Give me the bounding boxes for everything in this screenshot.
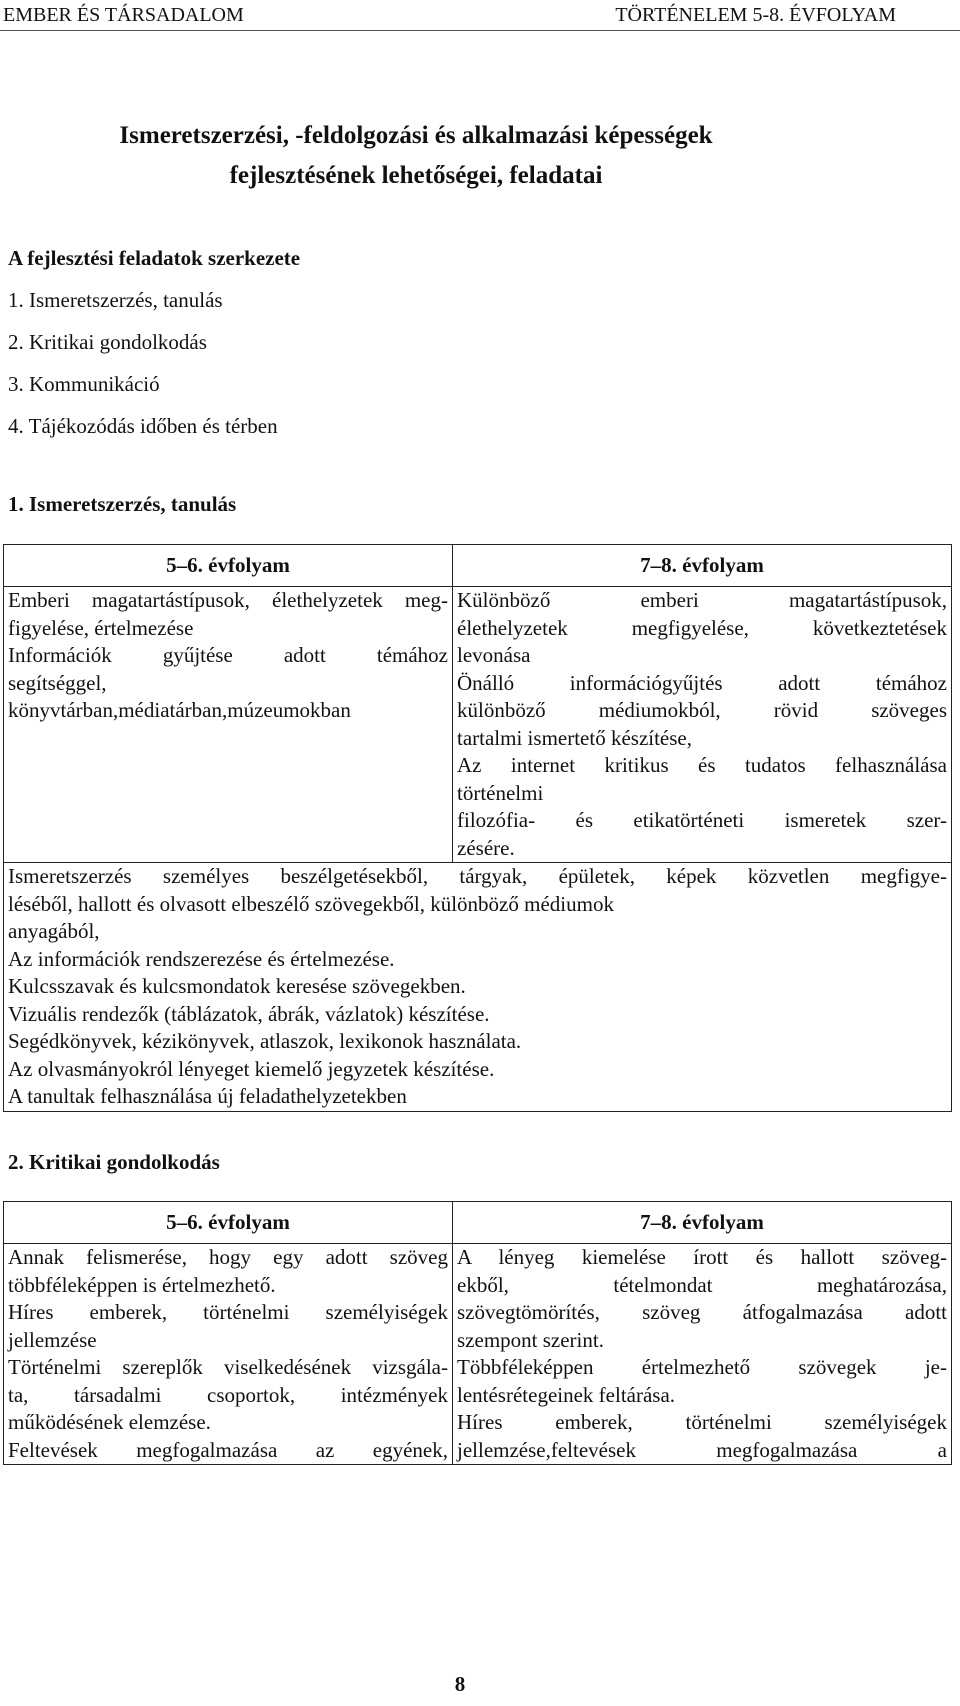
- text-line: ekből, tételmondat meghatározása,: [457, 1272, 947, 1297]
- page-title: [0, 116, 832, 196]
- text-line: levonása: [457, 643, 531, 667]
- text-line: különböző médiumokból, rövid szöveges: [457, 698, 947, 722]
- text-line: zésére.: [457, 835, 515, 860]
- section1-col1-header: 5–6. évfolyam: [4, 545, 453, 587]
- text-line: Információk gyűjtése adott témához: [8, 643, 448, 667]
- section1-shared-cell: [4, 863, 952, 1112]
- text-line: Az internet kritikus és tudatos felhasználása: [457, 753, 947, 777]
- text-line: Önálló információgyűjtés adott témához: [457, 670, 947, 695]
- text-line: Híres emberek, történelmi személyiségek: [8, 1300, 448, 1324]
- structure-item: 2. Kritikai gondolkodás: [8, 330, 207, 354]
- section2-col2-header: 7–8. évfolyam: [453, 1202, 952, 1244]
- text-line: tartalmi ismertető készítése,: [457, 725, 692, 750]
- text-line: segítséggel,: [8, 670, 107, 695]
- text-line: Feltevések megfogalmazása az egyének,: [8, 1437, 448, 1462]
- text-line: Annak felismerése, hogy egy adott szöveg: [8, 1245, 448, 1269]
- text-line: Ismeretszerzés személyes beszélgetésekből, tárgyak, épületek, képek közvetlen megfigye-: [8, 864, 947, 888]
- text-line: Vizuális rendezők (táblázatok, ábrák, vázlatok) készítése.: [8, 1001, 490, 1026]
- structure-item: 3. Kommunikáció: [8, 372, 160, 396]
- section2-col1-header: 5–6. évfolyam: [4, 1202, 453, 1244]
- text-line: Kulcsszavak és kulcsmondatok keresése szövegekben.: [8, 974, 466, 998]
- header-subject: EMBER ÉS TÁRSADALOM: [3, 4, 244, 26]
- header-grade: TÖRTÉNELEM 5-8. ÉVFOLYAM: [615, 4, 896, 26]
- section1-table: [3, 544, 952, 1112]
- text-line: Különböző emberi magatartástípusok,: [457, 588, 947, 612]
- section2-col1-cell: [4, 1244, 453, 1465]
- text-line: Híres emberek, történelmi személyiségek: [457, 1410, 947, 1434]
- text-line: jellemzése: [8, 1327, 97, 1352]
- section1-heading: 1. Ismeretszerzés, tanulás: [8, 492, 237, 516]
- text-line: filozófia- és etikatörténeti ismeretek szer-: [457, 808, 947, 832]
- section2-col2-cell: [453, 1244, 952, 1465]
- text-line: Segédkönyvek, kézikönyvek, atlaszok, lexikonok használata.: [8, 1029, 522, 1053]
- structure-item: 4. Tájékozódás időben és térben: [8, 414, 278, 438]
- page-header: [0, 0, 960, 31]
- section1-col2-cell: [453, 587, 952, 863]
- section2-heading: 2. Kritikai gondolkodás: [8, 1150, 220, 1174]
- text-line: Az olvasmányokról lényeget kiemelő jegyzetek készítése.: [8, 1056, 495, 1081]
- structure-item: 1. Ismeretszerzés, tanulás: [8, 288, 223, 312]
- text-line: anyagából,: [8, 919, 100, 943]
- page-number: 8: [454, 1672, 466, 1696]
- text-line: figyelése, értelmezése: [8, 615, 194, 640]
- text-line: Az információk rendszerezése és értelmezése.: [8, 946, 395, 971]
- text-line: történelmi: [457, 780, 544, 805]
- text-line: léséből, hallott és olvasott elbeszélő szövegekből, különböző médiumok: [8, 891, 614, 916]
- text-line: A lényeg kiemelése írott és hallott szöveg-: [457, 1245, 947, 1269]
- text-line: Történelmi szereplők viselkedésének vizsgála-: [8, 1355, 448, 1379]
- text-line: jellemzése,feltevések megfogalmazása a: [457, 1437, 947, 1462]
- text-line: élethelyzetek megfigyelése, következtetések: [457, 615, 947, 640]
- section1-col2-header: 7–8. évfolyam: [453, 545, 952, 587]
- section2-table: [3, 1201, 952, 1465]
- text-line: ta, társadalmi csoportok, intézmények: [8, 1382, 448, 1407]
- text-line: szempont szerint.: [457, 1327, 604, 1352]
- text-line: működésének elemzése.: [8, 1410, 211, 1434]
- text-line: többféleképpen is értelmezhető.: [8, 1272, 276, 1297]
- text-line: Emberi magatartástípusok, élethelyzetek meg-: [8, 588, 448, 612]
- section1-col1-cell: [4, 587, 453, 863]
- text-line: könyvtárban,médiatárban,múzeumokban: [8, 698, 351, 722]
- text-line: szövegtömörítés, szöveg átfogalmazása adott: [457, 1300, 947, 1324]
- title-line-2: fejlesztésének lehetőségei, feladatai: [229, 162, 603, 189]
- text-line: A tanultak felhasználása új feladathelyzetekben: [8, 1084, 407, 1108]
- structure-heading: A fejlesztési feladatok szerkezete: [8, 246, 301, 270]
- text-line: Többféleképpen értelmezhető szövegek je-: [457, 1355, 947, 1379]
- title-line-1: Ismeretszerzési, -feldolgozási és alkalmazási képességek: [119, 122, 713, 149]
- text-line: lentésrétegeinek feltárása.: [457, 1382, 676, 1407]
